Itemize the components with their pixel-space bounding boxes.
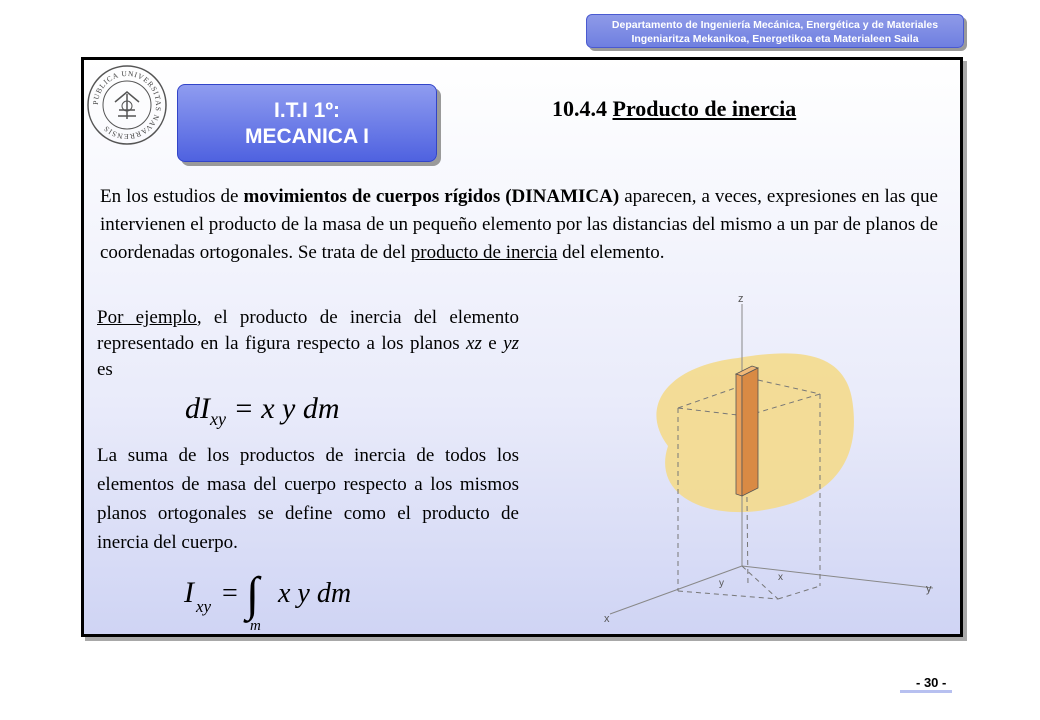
plane-xz: xz <box>466 333 482 354</box>
course-label-box <box>177 84 437 162</box>
eq1-subscript: xy <box>210 409 226 429</box>
eq2-rhs: x y dm <box>278 578 352 609</box>
section-title-text: Producto de inercia <box>612 96 797 121</box>
eq1-rhs: = x y dm <box>225 392 340 425</box>
body-definition-paragraph: La suma de los productos de inercia de todos los elementos de masa del cuerpo respecto a los mismos planos ortogonales se define como el producto de inercia del cuerpo. <box>97 445 519 553</box>
example-paragraph <box>97 305 519 383</box>
mass-element <box>736 366 758 496</box>
example-underlined: Por ejemplo <box>97 307 197 328</box>
x-axis <box>610 566 742 614</box>
svg-text:PUBLICA UNIVERSITAS NAVARRENSI: PUBLICA UNIVERSITAS NAVARRENSIS <box>90 68 164 142</box>
example-and: e <box>481 333 504 354</box>
department-name-es: Departamento de Ingeniería Mecánica, Energética y de Materiales <box>611 19 939 31</box>
page-number-underline <box>900 690 952 693</box>
example-text-2: es <box>97 359 113 380</box>
intro-paragraph <box>100 183 938 267</box>
section-number: 10.4.4 <box>552 96 607 121</box>
plane-yz: yz <box>503 333 519 354</box>
intro-text-1: En los estudios de <box>100 186 244 207</box>
university-seal-logo <box>86 64 168 146</box>
x-axis-label: x <box>604 613 610 625</box>
eq1-lhs: dI <box>185 392 210 425</box>
body-product-equation <box>180 568 380 634</box>
page-number: - 30 - <box>916 675 947 690</box>
y-distance-label: y <box>719 578 724 589</box>
section-title <box>552 96 796 122</box>
example-text-1: , el producto de inercia del elemento representado en la figura respecto a los planos <box>97 307 519 354</box>
y-axis-label: y <box>926 583 932 595</box>
eq2-subscript: xy <box>196 597 212 616</box>
intro-bold-term: movimientos de cuerpos rígidos (DINAMICA) <box>243 186 620 207</box>
z-axis-label: z <box>738 296 744 305</box>
intro-text-3: del elemento. <box>557 242 665 263</box>
rigid-body-figure <box>598 296 950 626</box>
department-banner <box>586 14 964 48</box>
intro-text-2: aparecen, a veces, expresiones en las que intervienen el producto de la masa de un pequeño elemento por las distancias del mismo a un par de planos de coordenadas ortogonales. Se trata de del <box>100 186 938 263</box>
integral-lower-limit: m <box>250 618 261 634</box>
intro-underlined-term: producto de inercia <box>410 242 558 263</box>
integral-sign: ∫ <box>246 568 260 621</box>
department-name-eu: Ingeniaritza Mekanikoa, Energetikoa eta Materialeen Saila <box>631 33 919 45</box>
y-axis <box>742 566 933 588</box>
eq2-equals: = <box>222 578 238 609</box>
element-product-equation <box>185 392 340 430</box>
eq2-lhs: I <box>184 576 194 609</box>
course-line-2: MECANICA I <box>244 125 370 148</box>
course-line-1: I.T.I 1º: <box>273 99 340 122</box>
x-distance-label: x <box>778 572 783 583</box>
